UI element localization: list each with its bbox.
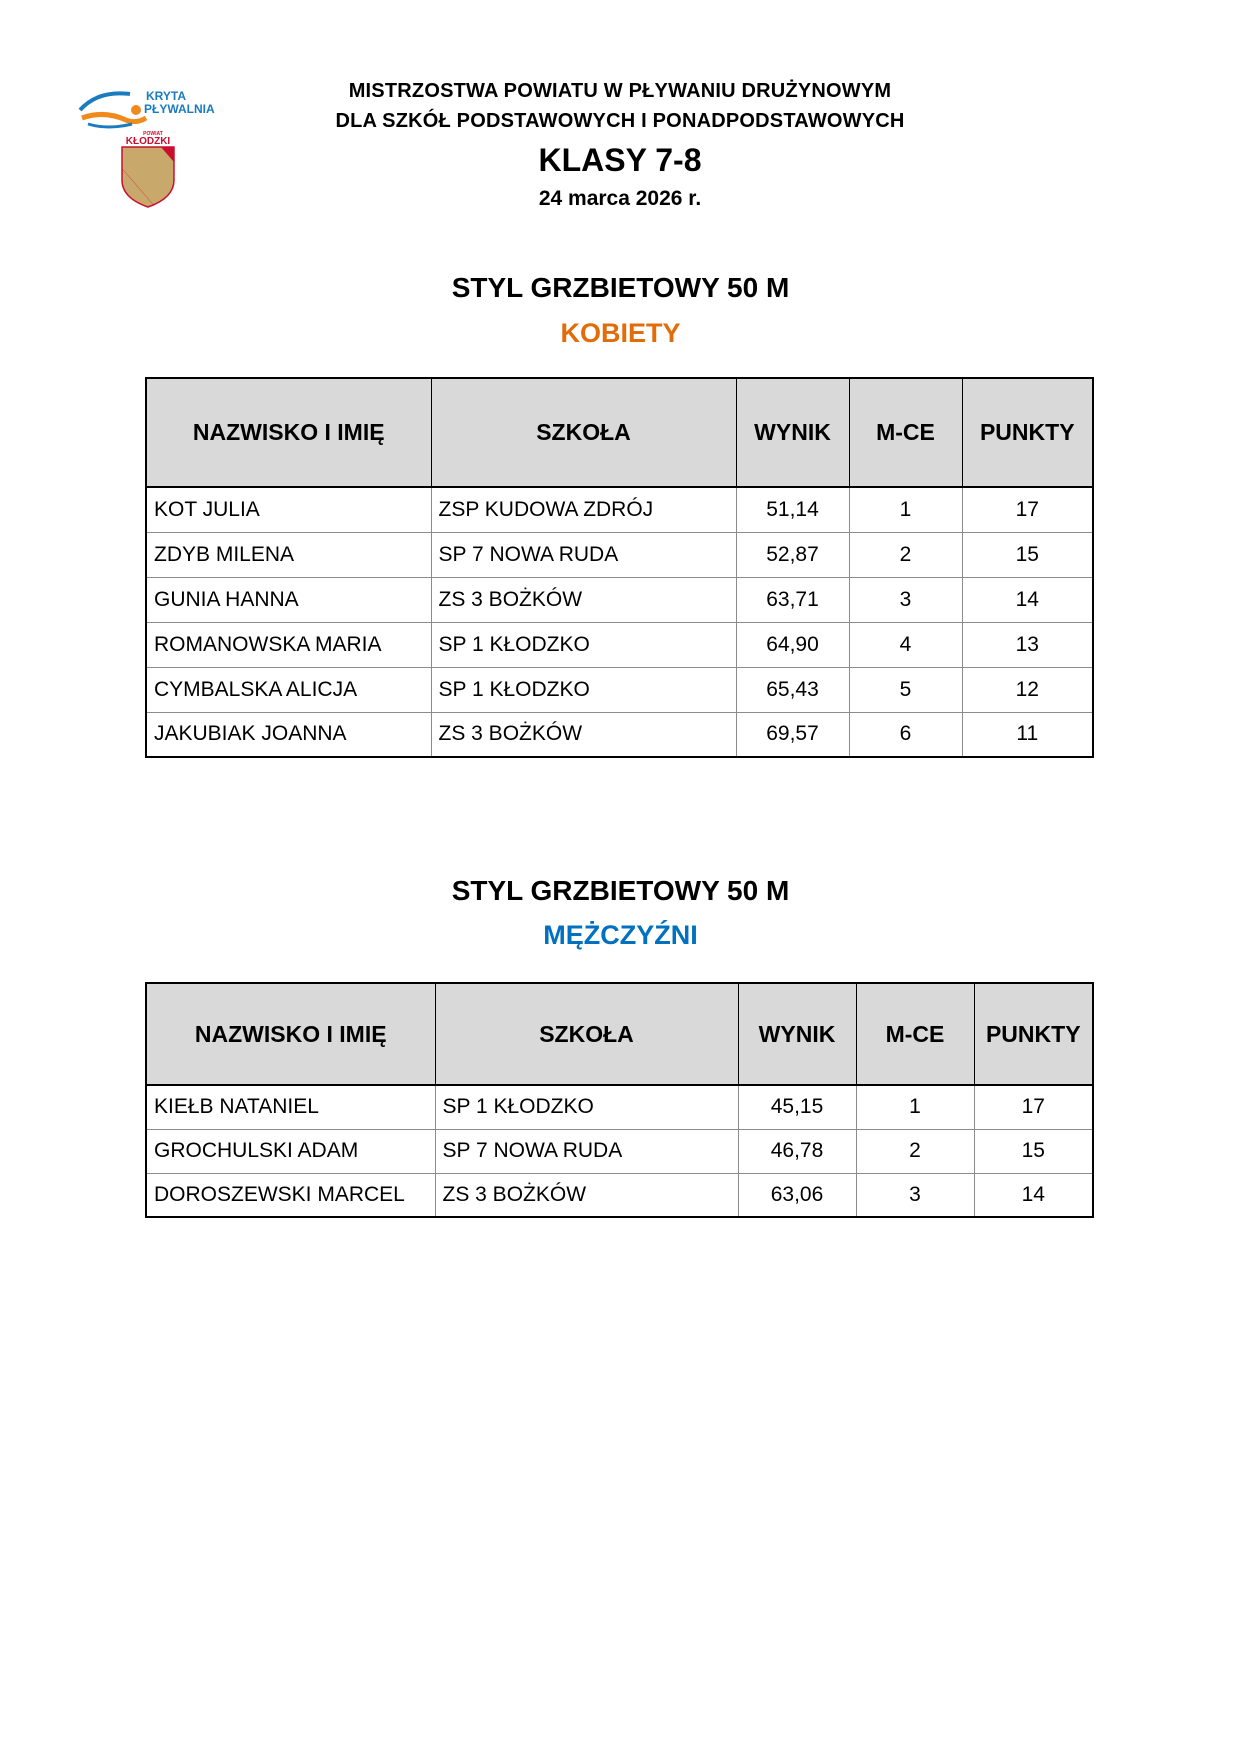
cell-name: CYMBALSKA ALICJA: [146, 667, 431, 712]
column-header-place: M-CE: [849, 378, 962, 487]
header-klasy: KLASY 7-8: [538, 142, 702, 178]
section-title-men: STYL GRZBIETOWY 50 M: [451, 875, 790, 906]
cell-result: 63,06: [738, 1173, 856, 1217]
cell-points: 17: [962, 487, 1093, 532]
cell-place: 4: [849, 622, 962, 667]
cell-place: 1: [856, 1085, 974, 1129]
column-header-points: PUNKTY: [962, 378, 1093, 487]
header-line2: DLA SZKÓŁ PODSTAWOWYCH I PONADPODSTAWOWYCH: [335, 110, 905, 132]
table-row: [146, 532, 1093, 577]
crest-icon: [98, 131, 198, 215]
cell-name: JAKUBIAK JOANNA: [146, 712, 431, 757]
cell-school: SP 7 NOWA RUDA: [435, 1129, 738, 1173]
cell-result: 52,87: [736, 532, 849, 577]
cell-result: 46,78: [738, 1129, 856, 1173]
column-header-place: M-CE: [856, 983, 974, 1085]
cell-school: SP 1 KŁODZKO: [431, 667, 736, 712]
cell-points: 13: [962, 622, 1093, 667]
cell-school: ZS 3 BOŻKÓW: [435, 1173, 738, 1217]
cell-points: 11: [962, 712, 1093, 757]
table-row: [146, 1129, 1093, 1173]
cell-name: DOROSZEWSKI MARCEL: [146, 1173, 435, 1217]
crest-text: KŁODZKI: [125, 136, 171, 147]
cell-result: 45,15: [738, 1085, 856, 1129]
cell-school: SP 1 KŁODZKO: [435, 1085, 738, 1129]
cell-result: 65,43: [736, 667, 849, 712]
column-header-name: NAZWISKO I IMIĘ: [146, 378, 431, 487]
results-table-men: [145, 982, 1094, 1218]
column-header-result: WYNIK: [736, 378, 849, 487]
cell-name: KIEŁB NATANIEL: [146, 1085, 435, 1129]
cell-points: 15: [974, 1129, 1093, 1173]
cell-place: 5: [849, 667, 962, 712]
table-header-row: [146, 378, 1093, 487]
swimmer-wave-icon: [80, 93, 130, 110]
logo-graphic: [78, 80, 228, 215]
swimmer-icon: [82, 114, 146, 121]
section-title-women: STYL GRZBIETOWY 50 M: [451, 272, 790, 303]
crest-top-text: POWIAT: [143, 131, 163, 137]
cell-points: 15: [962, 532, 1093, 577]
column-header-school: SZKOŁA: [431, 378, 736, 487]
table-row: [146, 712, 1093, 757]
column-header-name: NAZWISKO I IMIĘ: [146, 983, 435, 1085]
cell-place: 3: [856, 1173, 974, 1217]
cell-place: 1: [849, 487, 962, 532]
table-row: [146, 577, 1093, 622]
header-date: 24 marca 2026 r.: [538, 187, 702, 210]
cell-place: 3: [849, 577, 962, 622]
results-table-women: [145, 377, 1094, 758]
cell-place: 2: [849, 532, 962, 577]
table-row: [146, 667, 1093, 712]
table-header-row: [146, 983, 1093, 1085]
table-body: [146, 1085, 1093, 1217]
table-row: [146, 1173, 1093, 1217]
cell-result: 63,71: [736, 577, 849, 622]
column-header-school: SZKOŁA: [435, 983, 738, 1085]
gender-label-women: KOBIETY: [560, 318, 681, 348]
document-header: [250, 76, 990, 214]
table-row: [146, 1085, 1093, 1129]
cell-place: 2: [856, 1129, 974, 1173]
cell-name: GUNIA HANNA: [146, 577, 431, 622]
cell-name: ROMANOWSKA MARIA: [146, 622, 431, 667]
gender-label-men: MĘŻCZYŹNI: [543, 920, 698, 950]
cell-school: ZS 3 BOŻKÓW: [431, 577, 736, 622]
cell-school: ZSP KUDOWA ZDRÓJ: [431, 487, 736, 532]
cell-points: 12: [962, 667, 1093, 712]
cell-name: KOT JULIA: [146, 487, 431, 532]
cell-school: SP 1 KŁODZKO: [431, 622, 736, 667]
swimmer-head-icon: [131, 105, 141, 115]
cell-school: SP 7 NOWA RUDA: [431, 532, 736, 577]
logo-pool-line1: KRYTA: [146, 89, 186, 103]
logo-pool-line2: PŁYWALNIA: [144, 102, 215, 116]
cell-school: ZS 3 BOŻKÓW: [431, 712, 736, 757]
cell-result: 51,14: [736, 487, 849, 532]
table-row: [146, 487, 1093, 532]
cell-result: 64,90: [736, 622, 849, 667]
cell-points: 17: [974, 1085, 1093, 1129]
column-header-points: PUNKTY: [974, 983, 1093, 1085]
table-body: [146, 487, 1093, 757]
header-line1: MISTRZOSTWA POWIATU W PŁYWANIU DRUŻYNOWYM: [348, 80, 892, 102]
cell-name: ZDYB MILENA: [146, 532, 431, 577]
table-row: [146, 622, 1093, 667]
logo: [78, 80, 228, 215]
cell-name: GROCHULSKI ADAM: [146, 1129, 435, 1173]
cell-result: 69,57: [736, 712, 849, 757]
column-header-result: WYNIK: [738, 983, 856, 1085]
cell-points: 14: [974, 1173, 1093, 1217]
cell-place: 6: [849, 712, 962, 757]
cell-points: 14: [962, 577, 1093, 622]
